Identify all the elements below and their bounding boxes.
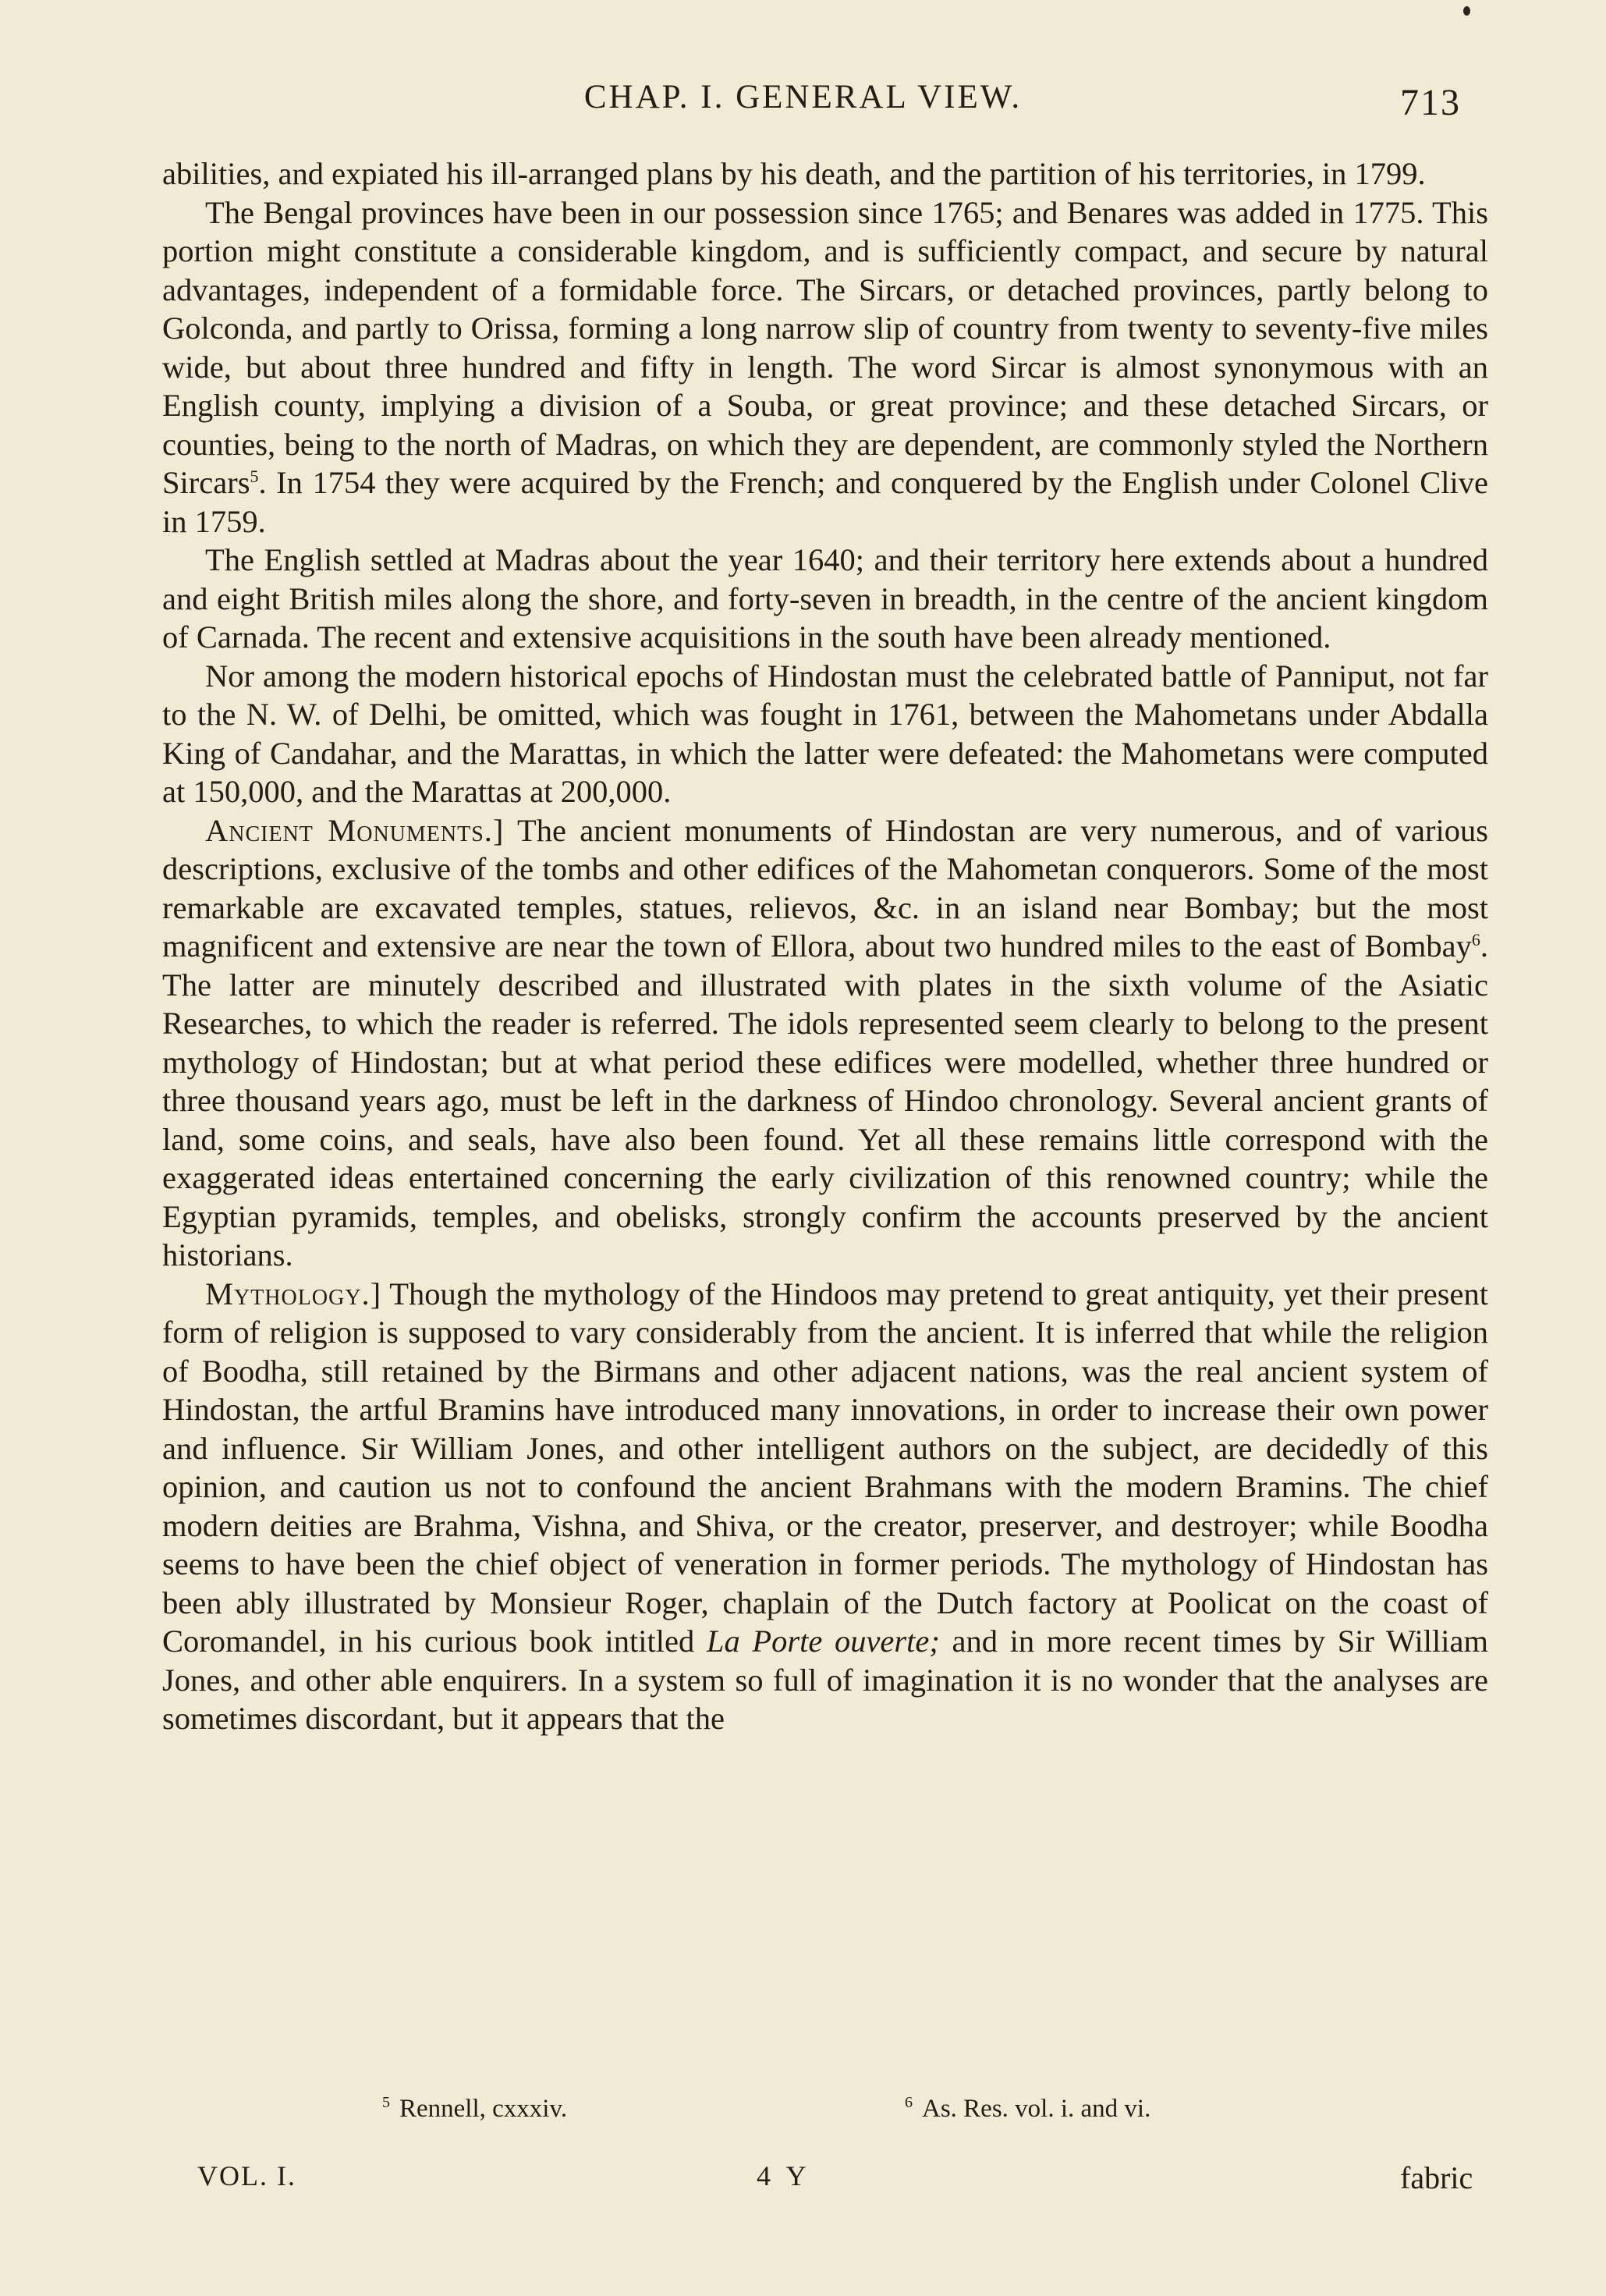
- footnote-ref: 6: [1471, 930, 1480, 949]
- book-title: La Porte ouverte;: [706, 1624, 940, 1659]
- running-title: CHAP. I. GENERAL VIEW.: [583, 79, 1023, 115]
- paragraph-text: and in more recent times by Sir William Jones, and other able enquirers. In a system so full of imagination it is no wonder that the analyses are sometimes discordant, but it appears that the: [162, 1624, 1488, 1736]
- paragraph-mythology: [162, 1275, 1488, 1738]
- footnote: [382, 2094, 567, 2124]
- paragraph-text: . In 1754 they were acquired by the French; and conquered by the English under Colonel Clive in 1759.: [162, 465, 1488, 539]
- section-heading: Ancient Monuments.]: [205, 812, 505, 848]
- paragraph-text: Nor among the modern historical epochs of Hindostan must the celebrated battle of Panniput, not far to the N. W. of Delhi, be omitted, which was fought in 1761, between the Mahometans under Abdalla King of Candahar, and the Marattas, in which the latter were defeated: the Mahometans were computed at 150,000, and the Marattas at 200,000.: [162, 658, 1488, 809]
- paragraph-text: . The latter are minutely described and illustrated with plates in the sixth volume of the Asiatic Researches, to which the reader is referred. The idols represented seem clearly to belong to the present mythology of Hindostan; but at what period these edifices were modelled, whether three hundred or three thousand years ago, must be left in the darkness of Hindoo chronology. Several ancient grants of land, some coins, and seals, have also been found. Yet all these remains little correspond with the exaggerated ideas entertained concerning the early civilization of this renowned country; while the Egyptian pyramids, temples, and obelisks, strongly confirm the accounts preserved by the ancient historians.: [162, 928, 1488, 1272]
- footnote: [905, 2094, 1150, 2124]
- paragraph-panniput: [162, 657, 1488, 811]
- footnote-text: As. Res. vol. i. and vi.: [922, 2095, 1151, 2123]
- ink-speck: [1463, 6, 1470, 16]
- paragraph-bengal: [162, 193, 1488, 541]
- footnote-text: Rennell, cxxxiv.: [399, 2095, 568, 2123]
- volume-label: VOL. I.: [197, 2160, 296, 2191]
- section-heading: Mythology.]: [205, 1276, 382, 1311]
- paragraph-text: The ancient monuments of Hindostan are very numerous, and of various descriptions, exclusive of the tombs and other edifices of the Mahometan conquerors. Some of the most remarkable are excavated temples, statues, relievos, &c. in an island near Bombay; but the most magnificent and extensive are near the town of Ellora, about two hundred miles to the east of Bombay: [162, 812, 1489, 963]
- paragraph-ancient-monuments: [162, 811, 1488, 1275]
- paragraph-text: abilities, and expiated his ill-arranged plans by his death, and the partition of his territories, in 1799.: [162, 156, 1426, 191]
- body-text: [162, 154, 1488, 1738]
- paragraph-text: The Bengal provinces have been in our possession since 1765; and Benares was added in 1775. This portion might constitute a considerable kingdom, and is sufficiently compact, and secure by natural advantages, independent of a formidable force. The Sircars, or detached provinces, partly belong to Golconda, and partly to Orissa, forming a long narrow slip of country from twenty to seventy-five miles wide, but about three hundred and fifty in length. The word Sircar is almost synonymous with an English county, implying a division of a Souba, or great province; and these detached Sircars, or counties, being to the north of Madras, on which they are dependent, are commonly styled the Northern Sircars: [162, 194, 1488, 500]
- paragraph-text: The English settled at Madras about the year 1640; and their territory here extends about a hundred and eight British miles along the shore, and forty-seven in breadth, in the centre of the ancient kingdom of Carnada. The recent and extensive acquisitions in the south have been already mentioned.: [162, 542, 1488, 655]
- paragraph-continuation: [162, 154, 1488, 193]
- footnote-mark: 5: [382, 2094, 390, 2111]
- footnote-ref: 5: [250, 467, 259, 486]
- signature-mark: 4 Y: [757, 2160, 811, 2191]
- paragraph-text: Though the mythology of the Hindoos may pretend to great antiquity, yet their present form of religion is supposed to vary considerably from the ancient. It is inferred that while the religion of Boodha, still retained by the Birmans and other adjacent nations, was the real ancient system of Hindostan, the artful Bramins have introduced many innovations, in order to increase their own power and influence. Sir William Jones, and other intelligent authors on the subject, are decidedly of this opinion, and caution us not to confound the ancient Brahmans with the modern Bramins. The chief modern deities are Brahma, Vishna, and Shiva, or the creator, preserver, and destroyer; while Boodha seems to have been the chief object of veneration in former periods. The mythology of Hindostan has been ably illustrated by Monsieur Roger, chaplain of the Dutch factory at Poolicat on the coast of Coromandel, in his curious book intitled: [162, 1276, 1488, 1659]
- footnote-mark: 6: [905, 2094, 913, 2111]
- page-number: 713: [1400, 82, 1461, 123]
- paragraph-madras: [162, 541, 1488, 657]
- catchword: fabric: [1400, 2160, 1473, 2195]
